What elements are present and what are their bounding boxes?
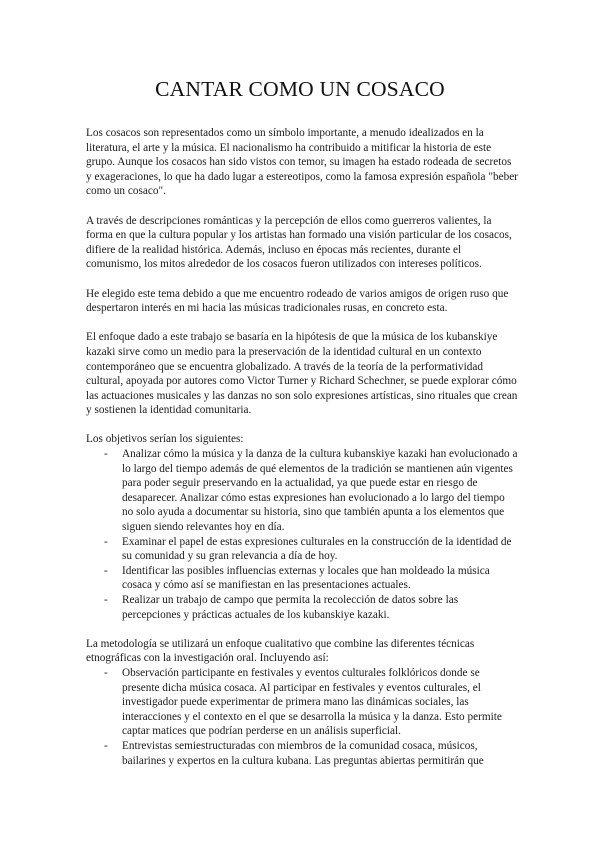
list-item: - Realizar un trabajo de campo que permita la recolección de datos sobre las percepciones y prácticas actuales de los kubanskiye kazaki. — [122, 593, 518, 622]
list-item: - Identificar las posibles influencias externas y locales que han moldeado la música cosaca y cómo así se manifiestan en las presentaciones actuales. — [122, 564, 518, 593]
paragraph: He elegido este tema debido a que me encuentro rodeado de varios amigos de origen ruso que despertaron interés en mi hacia las músicas tradicionales rusas, en concreto esta. — [86, 287, 509, 315]
paragraph: Los cosacos son representados como un símbolo importante, a menudo idealizados en la literatura, el arte y la música. El nacionalismo ha contribuido a mitificar la historia de este grupo. Aunque los cosacos han sido vistos con temor, su imagen ha estado rodeada de secretos y exageraciones, lo que ha dado lugar a estereotipos, como la famosa expresión española "beber como un cosaco". — [86, 127, 518, 198]
objectives-intro: Los objetivos serían los siguientes: — [86, 433, 244, 446]
document-body — [86, 126, 518, 783]
methodology-list — [86, 666, 518, 768]
list-item: - Observación participante en festivales y eventos culturales folklóricos donde se presente dicha música cosaca. Al participar en festivales y eventos culturales, el investigador puede experimentar de primera mano las dinámicas sociales, las interacciones y el contexto en el que se desarrolla la música y la danza. Esto permite captar matices que podrían perderse en un análisis superficial. — [122, 666, 518, 739]
methodology-intro: La metodología se utilizará un enfoque cualitativo que combine las diferentes técnicas etnográficas con la investigación oral. Incluyendo así: — [86, 637, 475, 665]
paragraph: El enfoque dado a este trabajo se basaría en la hipótesis de que la música de los kubanskiye kazaki sirve como un medio para la preservación de la identidad cultural en un contexto contemporáneo que se encuentra globalizado. A través de la teoría de la performatividad cultural, apoyada por autores como Victor Turner y Richard Schechner, se puede explorar cómo las actuaciones musicales y las danzas no son solo expresiones artísticas, sino rituales que crean y sostienen la identidad comunitaria. — [86, 331, 518, 417]
paragraph: A través de descripciones románticas y la percepción de ellos como guerreros valientes, la forma en que la cultura popular y los artistas han formado una visión particular de los cosacos, difiere de la realidad histórica. Además, incluso en épocas más recientes, durante el comunismo, los mitos alrededor de los cosacos fueron utilizados con intereses políticos. — [86, 214, 512, 271]
list-item: - Entrevistas semiestructuradas con miembros de la comunidad cosaca, músicos, bailarines y expertos en la cultura kubana. Las preguntas abiertas permitirán que — [122, 739, 518, 768]
list-item: - Examinar el papel de estas expresiones culturales en la construcción de la identidad de su comunidad y su gran relevancia a día de hoy. — [122, 535, 518, 564]
list-item: - Analizar cómo la música y la danza de la cultura kubanskiye kazaki han evolucionado a lo largo del tiempo además de qué elementos de la tradición se mantienen aún vigentes para poder seguir preservando en la actualidad, ya que puede estar en riesgo de desaparecer. Analizar cómo estas expresiones han evolucionado a lo largo del tiempo no solo ayuda a documentar su historia, sino que también apunta a los elementos que siguen siendo relevantes hoy en día. — [122, 447, 518, 535]
document-title: CANTAR COMO UN COSACO — [155, 77, 445, 101]
objectives-list — [86, 447, 518, 622]
